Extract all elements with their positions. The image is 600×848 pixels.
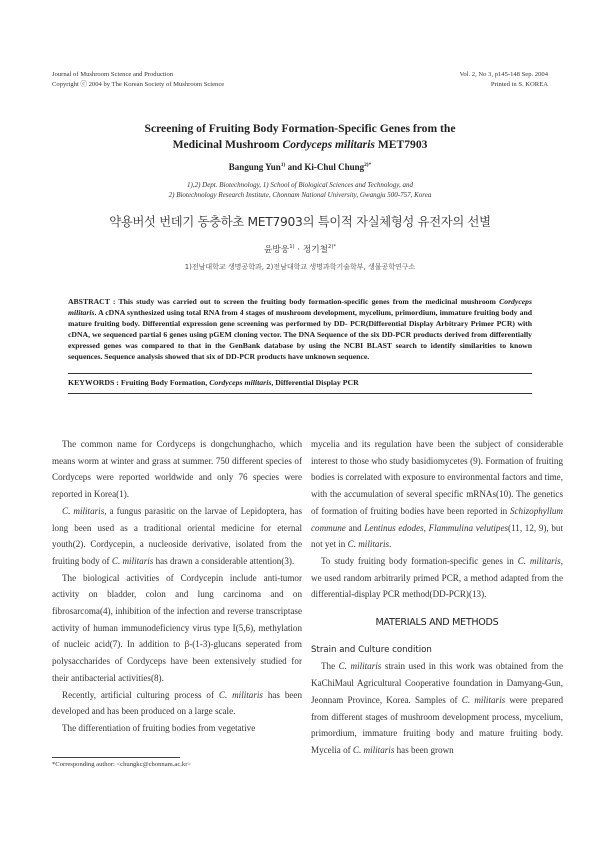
title-species: Cordyceps militaris xyxy=(282,138,375,151)
left-p4-end: has been developed and has been produced on a large scale. xyxy=(52,689,302,717)
abstract-divider xyxy=(68,373,532,374)
journal-name: Journal of Mushroom Science and Production xyxy=(52,71,174,78)
author-2-sup: 2)* xyxy=(364,162,372,168)
left-paragraph-2 xyxy=(52,503,302,570)
printed-in: Printed in S. KOREA xyxy=(490,81,548,88)
abstract xyxy=(68,296,532,363)
keywords-species: Cordyceps militaris xyxy=(209,378,272,387)
keywords-pre: Fruiting Body Formation, xyxy=(120,378,210,387)
left-p4-species: C. militaris xyxy=(218,689,263,700)
author-1-sup: 1) xyxy=(280,162,286,168)
right-p1-refs: (11, 12, 9), but not yet in xyxy=(311,522,563,550)
korean-author-sep: · xyxy=(294,245,303,255)
left-paragraph-5: The differentiation of fruiting bodies from vegetative xyxy=(62,722,256,733)
right-paragraph-3 xyxy=(311,658,563,758)
right-p3-end: strain used in this work was obtained from the KaChiMaul Agricultural Cooperative foundation in Damyang-Gun, Jeonnam Province, Korea. Samples of xyxy=(311,661,563,705)
keywords-divider xyxy=(68,393,532,394)
left-p4-text: Recently, artificial culturing process of xyxy=(62,689,219,700)
subsection-heading-strain: Strain and Culture condition xyxy=(311,644,432,655)
right-p3-text: The xyxy=(321,661,339,672)
korean-authors xyxy=(60,243,540,255)
korean-affiliation: 1)전남대학교 생명공학과, 2)전남대학교 생명과학기술학부, 생물공학연구소 xyxy=(184,263,416,271)
right-p1-end: . xyxy=(389,539,392,550)
left-p2-species: C. militaris xyxy=(62,505,105,516)
volume-info: Vol. 2, No 3, p145-148 Sep. 2004 xyxy=(459,71,548,78)
abstract-label: ABSTRACT : xyxy=(68,297,116,306)
korean-author-2: 정기철 xyxy=(302,245,329,255)
title-line-1: Screening of Fruiting Body Formation-Specific Genes from the xyxy=(144,122,456,135)
right-p3-end-2: were prepared from different stages of mushroom development process, mycelium, primordium, immature fruiting body and mature fruiting body. Mycelia of xyxy=(311,694,564,755)
right-paragraph-1 xyxy=(311,436,563,553)
affiliations xyxy=(60,180,540,200)
left-paragraph-3: The biological activities of Cordycepin include anti-tumor activity on bladder, colon and lung carcinoma and on fibrosarcoma(4), inhibition of the infection and reverse transcriptase activity of human immunodeficiency virus type I(5,6), methylation of nucleic acid(7). In addition to β-(1-3)-glucans seperated from polysaccharides of Cordyceps have been extensively studied for their antibacterial activities(8). xyxy=(52,572,302,683)
left-paragraph-4 xyxy=(52,687,302,720)
keywords-post: , Differential Display PCR xyxy=(271,378,359,387)
title-line-2-post: MET7903 xyxy=(374,138,428,151)
right-paragraph-2 xyxy=(311,553,563,603)
paper-title xyxy=(60,121,540,153)
corresponding-author-footnote: *Corresponding author: <chungkc@chonnam.ac.kr> xyxy=(52,761,192,768)
authors xyxy=(60,162,540,172)
left-paragraph-1: The common name for Cordyceps is dongchunghacho, which means worm at winter and grass at summer. 750 different species of Cordyceps were reported worldwide and only 76 species were reported in Korea(1). xyxy=(52,439,302,500)
right-p2-text: To study fruiting body formation-specific genes in xyxy=(321,555,518,566)
affiliation-line-1: 1),2) Dept. Biotechnology, 1) School of Biological Sciences and Technology, and xyxy=(186,181,414,189)
keywords-label: KEYWORDS : xyxy=(68,378,121,387)
title-line-2 xyxy=(60,137,540,153)
korean-author-1-sup: 1) xyxy=(289,244,295,251)
authors-and: and xyxy=(285,162,305,172)
keywords xyxy=(68,378,532,387)
body-left-column xyxy=(52,436,302,737)
right-p2-end: , we used random arbitrarily primed PCR, a method adapted from the differential-display PCR method(DD-PCR)(13). xyxy=(311,555,564,600)
right-p1-and: and xyxy=(345,522,365,533)
footnote-divider xyxy=(52,757,180,758)
abstract-species: Cordyceps militaris xyxy=(68,297,532,318)
right-p1-species-2: Lentinus edodes, Flammulina velutipes xyxy=(364,522,509,533)
right-p1-species-3: C. militaris xyxy=(347,539,390,550)
author-2: Ki-Chul Chung xyxy=(304,162,365,172)
right-p3-species-2: C. militaris xyxy=(461,694,506,705)
left-p2-species-2: C. militaris xyxy=(111,555,154,566)
korean-title: 약용버섯 번데기 동충하초 MET7903의 특이적 자실체형성 유전자의 선별 xyxy=(109,215,491,229)
right-p1-text: mycelia and its regulation have been the subject of considerable interest to those who study basidiomycetes (9). Formation of fruiting bodies is correlated with exposure to environmental factors and time, with the accumulation of several specific mRNAs(10). The genetics of formation of fruiting bodies have been reported in xyxy=(311,439,563,516)
right-p2-species: C. militaris xyxy=(517,555,561,566)
journal-header-right xyxy=(459,70,548,90)
author-1: Bangung Yun xyxy=(228,162,281,172)
left-p2-end: has drawn a considerable attention(3). xyxy=(153,555,295,566)
section-heading-methods: MATERIALS AND METHODS xyxy=(375,617,499,629)
left-p2-text: , a fungus parasitic on the larvae of Lepidoptera, has long been used as a traditional oriental medicine for eternal youth(2). Cordycepin, a nucleoside derivative, isolated from the fruiting body of xyxy=(52,505,302,566)
right-p3-end-3: has been grown xyxy=(394,744,454,755)
right-p3-species: C. militaris xyxy=(338,661,382,672)
copyright-line: Copyright ⓒ 2004 by The Korean Society of Mushroom Science xyxy=(52,81,225,88)
korean-author-1: 윤방웅 xyxy=(264,245,290,255)
abstract-text-1: This study was carried out to screen the fruiting body formation-specific genes from the medicinal mushroom xyxy=(115,297,500,306)
body-right-column xyxy=(311,436,563,759)
right-p1-species-1: Schizophyllum commune xyxy=(311,505,563,533)
affiliation-line-2: 2) Biotechnology Research Institute, Chonnam National University, Gwangju 500-757, Korea xyxy=(168,191,432,199)
title-line-2-pre: Medicinal Mushroom xyxy=(172,138,283,151)
korean-author-2-sup: 2)* xyxy=(328,244,336,251)
abstract-text-2: . A cDNA synthesized using total RNA from 4 stages of mushroom development, mycelium, primordium, immature fruiting body and mature fruiting body. Differential expression gene screening was performed by DD- PCR(Differential Display Arbitrary Primer PCR) with cDNA, we sequenced partial 6 genes using pGEM cloning vector. The DNA Sequence of the six DD-PCR products derived from differentially expressed genes was compared to that in the GenBank database by using the NCBI BLAST search to identify similarities to known sequences. Sequence analysis showed that six of DD-PCR products have unknown sequence. xyxy=(68,308,532,362)
right-p3-species-3: C. militaris xyxy=(352,744,395,755)
journal-header-left xyxy=(52,70,224,90)
